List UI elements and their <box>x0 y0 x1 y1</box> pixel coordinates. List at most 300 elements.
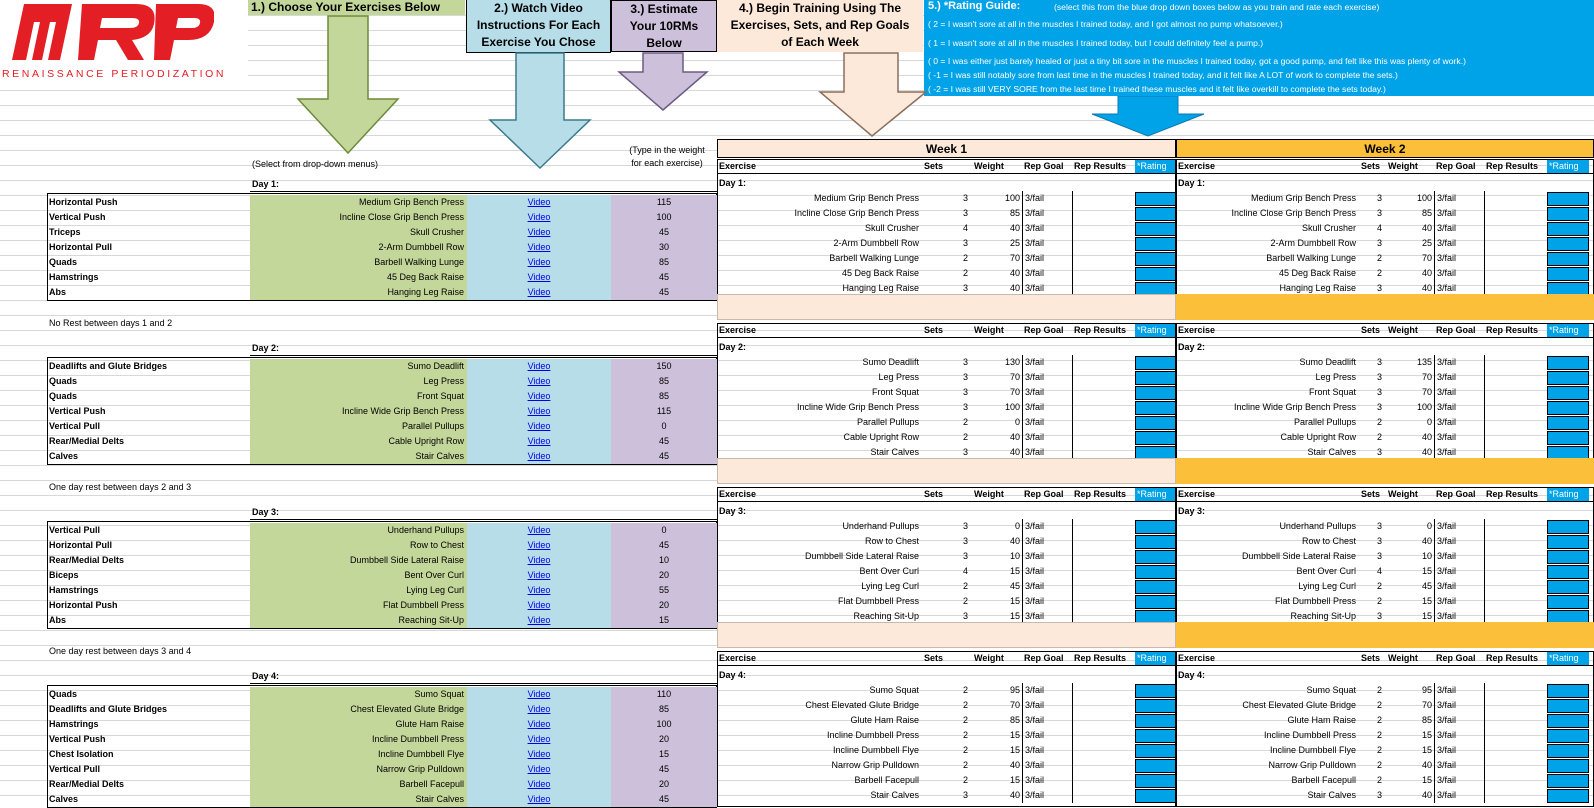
video-link[interactable]: Video <box>467 404 611 419</box>
week-2-sets: 2 <box>1376 268 1382 278</box>
muscle-group-label: Vertical Push <box>49 734 106 744</box>
week-1-exercise: Sumo Squat <box>869 685 919 695</box>
week-1-weight: 40 <box>1009 283 1020 293</box>
week-1-exercise: Flat Dumbbell Press <box>837 596 919 606</box>
video-link[interactable]: Video <box>467 762 611 777</box>
exercise-dropdown[interactable]: Reaching Sit-Up <box>250 613 467 628</box>
week-1-exercise: Glute Ham Raise <box>850 715 919 725</box>
video-link[interactable]: Video <box>467 389 611 404</box>
week-2-exercise: Sumo Squat <box>1306 685 1356 695</box>
week-1-exercise: Barbell Facepull <box>854 775 919 785</box>
col-represults: Rep Results <box>1486 489 1539 499</box>
week-2-exercise: Flat Dumbbell Press <box>1274 596 1356 606</box>
week-2-rep-goal: 3/fail <box>1434 370 1484 385</box>
col-exercise: Exercise <box>1178 489 1216 499</box>
gridline <box>0 120 1594 121</box>
week-2-weight: 85 <box>1421 715 1432 725</box>
week-1-day-frame <box>717 159 1176 300</box>
week-1-weight: 85 <box>1009 208 1020 218</box>
week-2-exercise: Dumbbell Side Lateral Raise <box>1241 551 1356 561</box>
10rm-input[interactable]: 115 <box>611 195 717 210</box>
week-1-weight: 70 <box>1009 700 1020 710</box>
exercise-dropdown[interactable]: Flat Dumbbell Press <box>250 598 467 613</box>
week-2-exercise: Incline Close Grip Bench Press <box>1231 208 1356 218</box>
week-1-rep-goal: 3/fail <box>1022 355 1072 370</box>
col-rating: *Rating <box>1547 159 1589 174</box>
week-1-weight: 15 <box>1009 775 1020 785</box>
col-sets: Sets <box>1361 653 1381 663</box>
video-link[interactable]: Video <box>467 240 611 255</box>
week-2-rep-goal: 3/fail <box>1434 236 1484 251</box>
muscle-group-label: Calves <box>49 451 79 461</box>
week-2-sets: 3 <box>1376 521 1382 531</box>
week-1-exercise: Stair Calves <box>870 790 919 800</box>
10rm-input[interactable]: 85 <box>611 374 717 389</box>
muscle-group-label: Biceps <box>49 570 79 580</box>
week-1-sets: 2 <box>962 700 968 710</box>
exercise-dropdown[interactable]: Incline Dumbbell Press <box>250 732 467 747</box>
week-1-weight: 15 <box>1009 730 1020 740</box>
rating-line-minus-1: ( -1 = I was still notably sore from last time in the muscles I trained today, and it felt like A LOT of work to complete the sets.) <box>928 70 1398 80</box>
10rm-input[interactable]: 85 <box>611 389 717 404</box>
exercise-dropdown[interactable]: Narrow Grip Pulldown <box>250 762 467 777</box>
type-note-line-1: (Type in the weight <box>629 145 705 155</box>
exercise-dropdown[interactable]: Incline Wide Grip Bench Press <box>250 404 467 419</box>
exercise-dropdown[interactable]: Leg Press <box>250 374 467 389</box>
week-2-sets: 3 <box>1376 372 1382 382</box>
week-2-sets: 2 <box>1376 432 1382 442</box>
gridline <box>0 135 1594 136</box>
week-2-sets: 3 <box>1376 611 1382 621</box>
exercise-dropdown[interactable]: Bent Over Curl <box>250 568 467 583</box>
video-link[interactable]: Video <box>467 538 611 553</box>
step-4-header <box>717 0 923 52</box>
week-1-rep-goal: 3/fail <box>1022 445 1072 460</box>
10rm-input[interactable]: 20 <box>611 568 717 583</box>
video-link[interactable]: Video <box>467 255 611 270</box>
video-link[interactable]: Video <box>467 687 611 702</box>
rest-note: No Rest between days 1 and 2 <box>49 318 173 328</box>
10rm-input[interactable]: 20 <box>611 732 717 747</box>
week-1-rep-goal: 3/fail <box>1022 251 1072 266</box>
10rm-input[interactable]: 100 <box>611 210 717 225</box>
col-sets: Sets <box>1361 325 1381 335</box>
week-1-weight: 40 <box>1009 790 1020 800</box>
col-exercise: Exercise <box>719 161 757 171</box>
muscle-group-label: Rear/Medial Delts <box>49 436 125 446</box>
step-3-header <box>611 0 717 52</box>
week-1-exercise: Chest Elevated Glute Bridge <box>805 700 919 710</box>
col-represults: Rep Results <box>1486 653 1539 663</box>
video-link[interactable]: Video <box>467 523 611 538</box>
week-1-sets: 3 <box>962 387 968 397</box>
week-1-rep-goal: 3/fail <box>1022 743 1072 758</box>
exercise-dropdown[interactable]: Medium Grip Bench Press <box>250 195 467 210</box>
video-link[interactable]: Video <box>467 419 611 434</box>
week-1-sets: 3 <box>962 551 968 561</box>
week-2-exercise: Barbell Walking Lunge <box>1266 253 1356 263</box>
day-4-label: Day 4: <box>250 669 717 684</box>
10rm-input[interactable]: 30 <box>611 240 717 255</box>
week-2-weight: 10 <box>1421 551 1432 561</box>
week-2-sets: 2 <box>1376 715 1382 725</box>
10rm-input[interactable]: 45 <box>611 285 717 300</box>
week-1-rep-goal: 3/fail <box>1022 266 1072 281</box>
video-link[interactable]: Video <box>467 732 611 747</box>
col-weight: Weight <box>1388 489 1418 499</box>
exercise-dropdown[interactable]: Glute Ham Raise <box>250 717 467 732</box>
week-2-sets: 3 <box>1376 208 1382 218</box>
week-1-sets: 3 <box>962 402 968 412</box>
week-1-weight: 40 <box>1009 432 1020 442</box>
muscle-group-label: Quads <box>49 376 78 386</box>
week-2-sets: 3 <box>1376 790 1382 800</box>
video-link[interactable]: Video <box>467 777 611 792</box>
10rm-input[interactable]: 45 <box>611 792 717 807</box>
week-2-exercise: 2-Arm Dumbbell Row <box>1270 238 1356 248</box>
col-exercise: Exercise <box>719 653 757 663</box>
col-rating: *Rating <box>1135 651 1177 666</box>
week-1-exercise: Hanging Leg Raise <box>842 283 919 293</box>
week-2-exercise: Barbell Facepull <box>1291 775 1356 785</box>
week-1-exercise: Narrow Grip Pulldown <box>831 760 919 770</box>
week-1-sets: 3 <box>962 193 968 203</box>
col-represults: Rep Results <box>1074 653 1127 663</box>
week-2-weight: 15 <box>1421 566 1432 576</box>
week-2-exercise: Medium Grip Bench Press <box>1250 193 1356 203</box>
col-rating: *Rating <box>1547 323 1589 338</box>
rest-note: One day rest between days 2 and 3 <box>49 482 192 492</box>
exercise-dropdown[interactable]: Stair Calves <box>250 792 467 807</box>
week-2-day-frame <box>1176 487 1594 628</box>
col-rating: *Rating <box>1547 487 1589 502</box>
exercise-dropdown[interactable]: Parallel Pullups <box>250 419 467 434</box>
week-2-header: Week 2 <box>1176 139 1594 158</box>
week-1-exercise: 2-Arm Dumbbell Row <box>833 238 919 248</box>
video-link[interactable]: Video <box>467 717 611 732</box>
video-link[interactable]: Video <box>467 613 611 628</box>
muscle-group-label: Triceps <box>49 227 81 237</box>
week-2-rep-goal: 3/fail <box>1434 251 1484 266</box>
exercise-dropdown[interactable]: Chest Elevated Glute Bridge <box>250 702 467 717</box>
exercise-dropdown[interactable]: Row to Chest <box>250 538 467 553</box>
week-1-exercise: Medium Grip Bench Press <box>813 193 919 203</box>
muscle-group-label: Vertical Push <box>49 406 106 416</box>
day-1-label: Day 1: <box>250 177 717 192</box>
week-2-band <box>1176 458 1594 484</box>
video-link[interactable]: Video <box>467 374 611 389</box>
week-1-weight: 40 <box>1009 268 1020 278</box>
week-1-exercise: Dumbbell Side Lateral Raise <box>804 551 919 561</box>
week-2-exercise: Glute Ham Raise <box>1287 715 1356 725</box>
week-1-weight: 40 <box>1009 536 1020 546</box>
muscle-group-label: Horizontal Pull <box>49 540 112 550</box>
week-1-sets: 2 <box>962 596 968 606</box>
week-1-weight: 0 <box>1014 417 1020 427</box>
video-link[interactable]: Video <box>467 195 611 210</box>
exercise-dropdown[interactable]: Lying Leg Curl <box>250 583 467 598</box>
week-1-sets: 3 <box>962 536 968 546</box>
logo-subtitle: RENAISSANCE PERIODIZATION <box>2 68 227 80</box>
down-arrow-rating-icon <box>1090 96 1206 138</box>
col-repgoal: Rep Goal <box>1024 489 1064 499</box>
week-1-exercise: Underhand Pullups <box>842 521 919 531</box>
week-1-weight: 100 <box>1004 193 1020 203</box>
exercise-dropdown[interactable]: Skull Crusher <box>250 225 467 240</box>
week-1-weight: 15 <box>1009 596 1020 606</box>
10rm-input[interactable]: 85 <box>611 255 717 270</box>
type-note-line-2: for each exercise) <box>631 158 703 168</box>
week-1-weight: 25 <box>1009 238 1020 248</box>
week-1-weight: 40 <box>1009 223 1020 233</box>
week-2-rep-goal: 3/fail <box>1434 445 1484 460</box>
week-2-weight: 25 <box>1421 238 1432 248</box>
week-2-weight: 100 <box>1416 402 1432 412</box>
week-1-sets: 2 <box>962 432 968 442</box>
week-2-rep-goal: 3/fail <box>1434 728 1484 743</box>
10rm-input[interactable]: 0 <box>611 523 717 538</box>
col-repgoal: Rep Goal <box>1436 653 1476 663</box>
col-exercise: Exercise <box>1178 653 1216 663</box>
week-2-exercise: 45 Deg Back Raise <box>1278 268 1356 278</box>
exercise-dropdown[interactable]: 2-Arm Dumbbell Row <box>250 240 467 255</box>
10rm-input[interactable]: 15 <box>611 747 717 762</box>
week-2-day-frame <box>1176 159 1594 300</box>
10rm-input[interactable]: 150 <box>611 359 717 374</box>
select-note: (Select from drop-down menus) <box>252 159 379 169</box>
week-1-sets: 2 <box>962 730 968 740</box>
week-2-weight: 15 <box>1421 611 1432 621</box>
week-1-rep-goal: 3/fail <box>1022 221 1072 236</box>
10rm-input[interactable]: 110 <box>611 687 717 702</box>
col-represults: Rep Results <box>1074 325 1127 335</box>
week-2-weight: 40 <box>1421 432 1432 442</box>
week-1-exercise: Parallel Pullups <box>856 417 919 427</box>
week-1-sets: 4 <box>962 223 968 233</box>
week-2-exercise: Sumo Deadlift <box>1299 357 1356 367</box>
week-1-exercise: Reaching Sit-Up <box>853 611 919 621</box>
video-link[interactable]: Video <box>467 792 611 807</box>
week-1-rep-goal: 3/fail <box>1022 728 1072 743</box>
week-2-sets: 3 <box>1376 283 1382 293</box>
week-1-weight: 15 <box>1009 566 1020 576</box>
week-2-sets: 3 <box>1376 551 1382 561</box>
week-1-weight: 15 <box>1009 611 1020 621</box>
step-2-header <box>467 0 610 52</box>
10rm-input[interactable]: 115 <box>611 404 717 419</box>
week-1-exercise: Cable Upright Row <box>843 432 919 442</box>
week-2-rep-goal: 3/fail <box>1434 683 1484 698</box>
10rm-input[interactable]: 45 <box>611 270 717 285</box>
week-1-sets: 4 <box>962 566 968 576</box>
exercise-dropdown[interactable]: Incline Dumbbell Flye <box>250 747 467 762</box>
week-1-sets: 3 <box>962 238 968 248</box>
week-1-weight: 70 <box>1009 372 1020 382</box>
step-2-line-3: Exercise You Chose <box>481 35 596 49</box>
video-link[interactable]: Video <box>467 553 611 568</box>
10rm-input[interactable]: 10 <box>611 553 717 568</box>
video-link[interactable]: Video <box>467 210 611 225</box>
video-link[interactable]: Video <box>467 285 611 300</box>
step-3-line-2: Your 10RMs <box>629 19 699 33</box>
week-1-sets: 3 <box>962 447 968 457</box>
week-2-weight: 40 <box>1421 223 1432 233</box>
rating-line-0: ( 0 = I was either just barely healed or just a tiny bit sore in the muscles I trained today, got a good pump, and felt like this was plenty of work.) <box>928 56 1466 66</box>
week-1-exercise: Stair Calves <box>870 447 919 457</box>
10rm-input[interactable]: 85 <box>611 702 717 717</box>
week-1-rep-goal: 3/fail <box>1022 206 1072 221</box>
10rm-input[interactable]: 45 <box>611 225 717 240</box>
10rm-input[interactable]: 20 <box>611 777 717 792</box>
week-2-rep-goal: 3/fail <box>1434 385 1484 400</box>
week-2-exercise: Narrow Grip Pulldown <box>1268 760 1356 770</box>
week-2-weight: 70 <box>1421 253 1432 263</box>
week-2-rep-goal: 3/fail <box>1434 400 1484 415</box>
exercise-dropdown[interactable]: Cable Upright Row <box>250 434 467 449</box>
week-2-rep-goal: 3/fail <box>1434 415 1484 430</box>
week-1-exercise: Incline Dumbbell Press <box>826 730 919 740</box>
10rm-input[interactable]: 45 <box>611 538 717 553</box>
exercise-dropdown[interactable]: Sumo Deadlift <box>250 359 467 374</box>
week-1-rep-goal: 3/fail <box>1022 415 1072 430</box>
week-1-rep-goal: 3/fail <box>1022 698 1072 713</box>
exercise-dropdown[interactable]: Sumo Squat <box>250 687 467 702</box>
col-repgoal: Rep Goal <box>1436 489 1476 499</box>
week-2-sets: 2 <box>1376 775 1382 785</box>
week-1-rep-goal: 3/fail <box>1022 758 1072 773</box>
week-1-sets: 2 <box>962 253 968 263</box>
week-2-sets: 2 <box>1376 730 1382 740</box>
video-link[interactable]: Video <box>467 598 611 613</box>
exercise-dropdown[interactable]: Barbell Facepull <box>250 777 467 792</box>
exercise-dropdown[interactable]: Front Squat <box>250 389 467 404</box>
col-sets: Sets <box>924 489 944 499</box>
video-link[interactable]: Video <box>467 583 611 598</box>
video-link[interactable]: Video <box>467 359 611 374</box>
week-2-exercise: Lying Leg Curl <box>1298 581 1356 591</box>
video-link[interactable]: Video <box>467 270 611 285</box>
week-2-rep-goal: 3/fail <box>1434 609 1484 624</box>
muscle-group-label: Chest Isolation <box>49 749 114 759</box>
week-2-exercise: Underhand Pullups <box>1279 521 1356 531</box>
10rm-input[interactable]: 0 <box>611 419 717 434</box>
week-2-rep-goal: 3/fail <box>1434 355 1484 370</box>
exercise-dropdown[interactable]: Underhand Pullups <box>250 523 467 538</box>
step-1-header: 1.) Choose Your Exercises Below <box>248 0 465 15</box>
muscle-group-label: Rear/Medial Delts <box>49 555 125 565</box>
col-weight: Weight <box>1388 325 1418 335</box>
week-1-day-frame <box>717 323 1176 464</box>
exercise-dropdown[interactable]: Dumbbell Side Lateral Raise <box>250 553 467 568</box>
week-1-weight: 85 <box>1009 715 1020 725</box>
10rm-input[interactable]: 45 <box>611 434 717 449</box>
rest-note: One day rest between days 3 and 4 <box>49 646 192 656</box>
week-2-exercise: Front Squat <box>1308 387 1356 397</box>
col-repgoal: Rep Goal <box>1024 325 1064 335</box>
week-2-sets: 3 <box>1376 357 1382 367</box>
col-weight: Weight <box>974 489 1004 499</box>
rating-guide-subtitle: (select this from the blue drop down boxes below as you train and rate each exercise) <box>1054 2 1380 12</box>
week-2-sets: 2 <box>1376 581 1382 591</box>
week-2-weight: 100 <box>1416 193 1432 203</box>
rp-logo-mark-icon <box>6 0 214 62</box>
week-2-rep-goal: 3/fail <box>1434 788 1484 803</box>
week-2-rep-goal: 3/fail <box>1434 206 1484 221</box>
week-1-rep-goal: 3/fail <box>1022 370 1072 385</box>
week-2-rep-goal: 3/fail <box>1434 698 1484 713</box>
week-2-exercise: Parallel Pullups <box>1293 417 1356 427</box>
video-link[interactable]: Video <box>467 747 611 762</box>
week-2-sets: 2 <box>1376 745 1382 755</box>
week-1-weight: 15 <box>1009 745 1020 755</box>
col-rating: *Rating <box>1135 159 1177 174</box>
week-2-rep-goal: 3/fail <box>1434 519 1484 534</box>
week-2-weight: 0 <box>1426 521 1432 531</box>
week-1-rep-goal: 3/fail <box>1022 683 1072 698</box>
week-1-header: Week 1 <box>717 139 1176 158</box>
week-1-rep-goal: 3/fail <box>1022 594 1072 609</box>
col-weight: Weight <box>974 653 1004 663</box>
video-link[interactable]: Video <box>467 568 611 583</box>
video-link[interactable]: Video <box>467 702 611 717</box>
video-link[interactable]: Video <box>467 449 611 464</box>
exercise-dropdown[interactable]: Hanging Leg Raise <box>250 285 467 300</box>
10rm-input[interactable]: 100 <box>611 717 717 732</box>
muscle-group-label: Horizontal Pull <box>49 242 112 252</box>
week-2-sets: 2 <box>1376 700 1382 710</box>
week-2-sets: 3 <box>1376 447 1382 457</box>
week-2-rep-goal: 3/fail <box>1434 191 1484 206</box>
week-2-day-label: Day 3: <box>1178 506 1206 516</box>
week-1-weight: 45 <box>1009 581 1020 591</box>
week-2-sets: 2 <box>1376 596 1382 606</box>
col-rating: *Rating <box>1135 487 1177 502</box>
week-2-exercise: Reaching Sit-Up <box>1290 611 1356 621</box>
rating-line-minus-2: ( -2 = I was still VERY SORE from the last time I trained these muscles and it felt like overkill to complete the sets today.) <box>928 84 1386 94</box>
10rm-input[interactable]: 15 <box>611 613 717 628</box>
col-sets: Sets <box>1361 161 1381 171</box>
week-1-band <box>717 294 1176 320</box>
down-arrow-purple-icon <box>617 52 709 112</box>
week-2-exercise: Hanging Leg Raise <box>1279 283 1356 293</box>
col-rating: *Rating <box>1135 323 1177 338</box>
exercise-dropdown[interactable]: Barbell Walking Lunge <box>250 255 467 270</box>
rating-guide <box>924 0 1594 96</box>
col-sets: Sets <box>924 161 944 171</box>
muscle-group-label: Abs <box>49 615 67 625</box>
exercise-dropdown[interactable]: Stair Calves <box>250 449 467 464</box>
week-1-exercise: Lying Leg Curl <box>861 581 919 591</box>
exercise-dropdown[interactable]: 45 Deg Back Raise <box>250 270 467 285</box>
week-1-exercise: 45 Deg Back Raise <box>841 268 919 278</box>
video-link[interactable]: Video <box>467 225 611 240</box>
week-1-sets: 3 <box>962 611 968 621</box>
week-2-rep-goal: 3/fail <box>1434 758 1484 773</box>
week-1-exercise: Skull Crusher <box>864 223 919 233</box>
col-exercise: Exercise <box>719 325 757 335</box>
video-link[interactable]: Video <box>467 434 611 449</box>
10rm-input[interactable]: 45 <box>611 449 717 464</box>
10rm-input[interactable]: 20 <box>611 598 717 613</box>
rating-line-1: ( 1 = I wasn't sore at all in the muscles I trained today, but I could definitely feel a pump.) <box>928 38 1264 48</box>
col-weight: Weight <box>1388 653 1418 663</box>
10rm-input[interactable]: 55 <box>611 583 717 598</box>
week-2-sets: 4 <box>1376 223 1382 233</box>
exercise-dropdown[interactable]: Incline Close Grip Bench Press <box>250 210 467 225</box>
10rm-input[interactable]: 45 <box>611 762 717 777</box>
day-2-label: Day 2: <box>250 341 717 356</box>
week-1-rep-goal: 3/fail <box>1022 400 1072 415</box>
